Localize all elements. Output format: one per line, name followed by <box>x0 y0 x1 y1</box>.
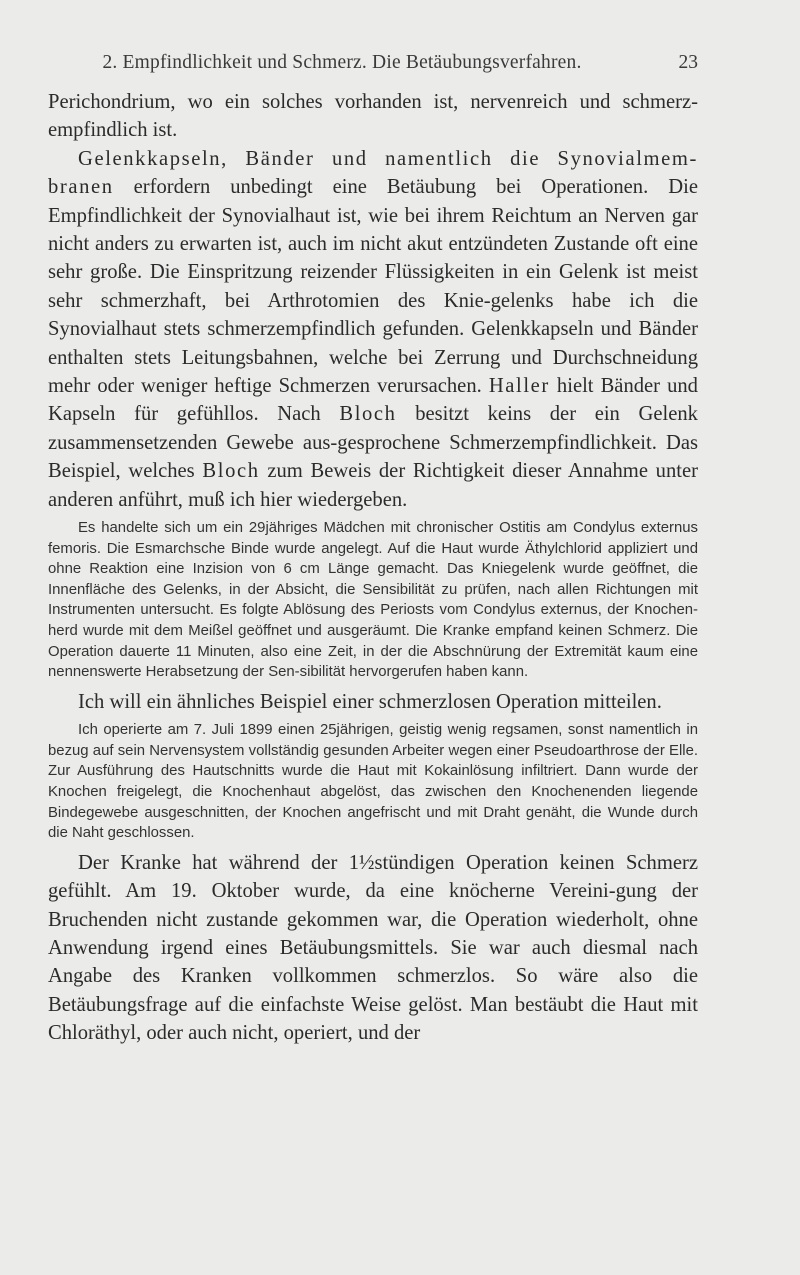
paragraph-gelenkkapseln <box>48 145 698 514</box>
author-name-bloch: Bloch <box>339 403 397 426</box>
paragraph-beispiel: Ich will ein ähnliches Beispiel einer schmerzlosen Operation mitteilen. <box>78 690 662 713</box>
author-name-haller: Haller <box>488 375 550 398</box>
paragraph-text: Perichondrium, wo ein solches vorhanden ist, nervenreich und schmerz-empfindlich ist. <box>48 91 698 142</box>
emphasized-phrase: Gelenkkapseln, Bänder und namentlich die Synovialmem-branen <box>48 147 698 199</box>
page-header <box>48 52 698 82</box>
paragraph-perichondrium <box>48 88 698 145</box>
paragraph-text: erfordern unbedingt eine Betäubung bei Operationen. Die Empfindlichkeit der Synovialhaut ist, wie bei ihrem Reichtum an Nerven gar nicht anders zu erwarten ist, auch im nicht akut entzündeten Zustande oft eine sehr große. Die Einspritzung reizender Flüssigkeiten in ein Gelenk ist meist sehr schmerzhaft, bei Arthrotomien des Knie-gelenks habe ich die Synovialhaut stets schmerzempfindlich gefunden. Gelenkkapseln und Bänder enthalten stets Leitungsbahnen, welche bei Zerrung und Durchschneidung mehr oder weniger heftige Schmerzen verursachen. <box>48 176 698 398</box>
paragraph-der-kranke: Der Kranke hat während der 1½stündigen Operation keinen Schmerz gefühlt. Am 19. Oktober wurde, da eine knöcherne Vereini-gung der Bruchenden nicht zustande gekommen war, die Operation wiederholt, ohne Anwendung irgend eines Betäubungsmittels. Sie war auch diesmal nach Angabe des Kranken vollkommen schmerzlos. So wäre also die Betäubungsfrage auf die einfachste Weise gelöst. Man bestäubt die Haut mit Chloräthyl, oder auch nicht, operiert, und der <box>48 851 698 1045</box>
case-report-1: Es handelte sich um ein 29jähriges Mädchen mit chronischer Ostitis am Condylus externus femoris. Die Esmarchsche Binde wurde angelegt. Auf die Haut wurde Äthylchlorid appliziert und ohne Reaktion eine Inzision von 6 cm Länge gemacht. Das Kniegelenk wurde geöffnet, die Innenfläche des Gelenks, in der Absicht, die Sensibilität zu prüfen, nach allen Richtungen mit Instrumenten untersucht. Es folgte Ablösung des Periosts vom Condylus externus, der Knochen-herd wurde mit dem Meißel geöffnet und ausgeräumt. Die Kranke empfand keinen Schmerz. Die Operation dauerte 11 Minuten, also eine Zeit, in der die Abschnürung der Extremität kaum eine nennenswerte Herabsetzung der Sen-sibilität hervorgerufen haben kann. <box>48 520 698 681</box>
paragraph-text: hielt Bänder und Kapseln für gefühllos. Nach <box>48 375 698 426</box>
case-report-2: Ich operierte am 7. Juli 1899 einen 25jährigen, geistig wenig regsamen, sonst namentlich in bezug auf sein Nervensystem vollständig gesunden Arbeiter wegen einer Pseudoarthrose der Elle. Zur Ausführung des Hautschnitts wurde die Haut mit Kokainlösung infiltriert. Dann wurde der Knochen freigelegt, die Knochenhaut abgelöst, das zwischen den Knochenenden liegende Bindegewebe ausgeschnitten, der Knochen angefrischt und mit Draht genäht, die Wunde durch die Naht geschlossen. <box>48 722 698 842</box>
page-body <box>48 88 698 1048</box>
running-title: 2. Empfindlichkeit und Schmerz. Die Betäubungsverfahren. <box>102 52 582 73</box>
page-number: 23 <box>678 52 698 73</box>
paragraph-text: zum Beweis der Richtigkeit dieser Annahme unter anderen anführt, muß ich hier wiedergeben. <box>48 460 699 511</box>
author-name-bloch: Bloch <box>202 460 260 483</box>
paragraph-text: besitzt keins der ein Gelenk zusammensetzenden Gewebe aus-gesprochene Schmerzempfindlichkeit. Das Beispiel, welches <box>48 403 698 483</box>
